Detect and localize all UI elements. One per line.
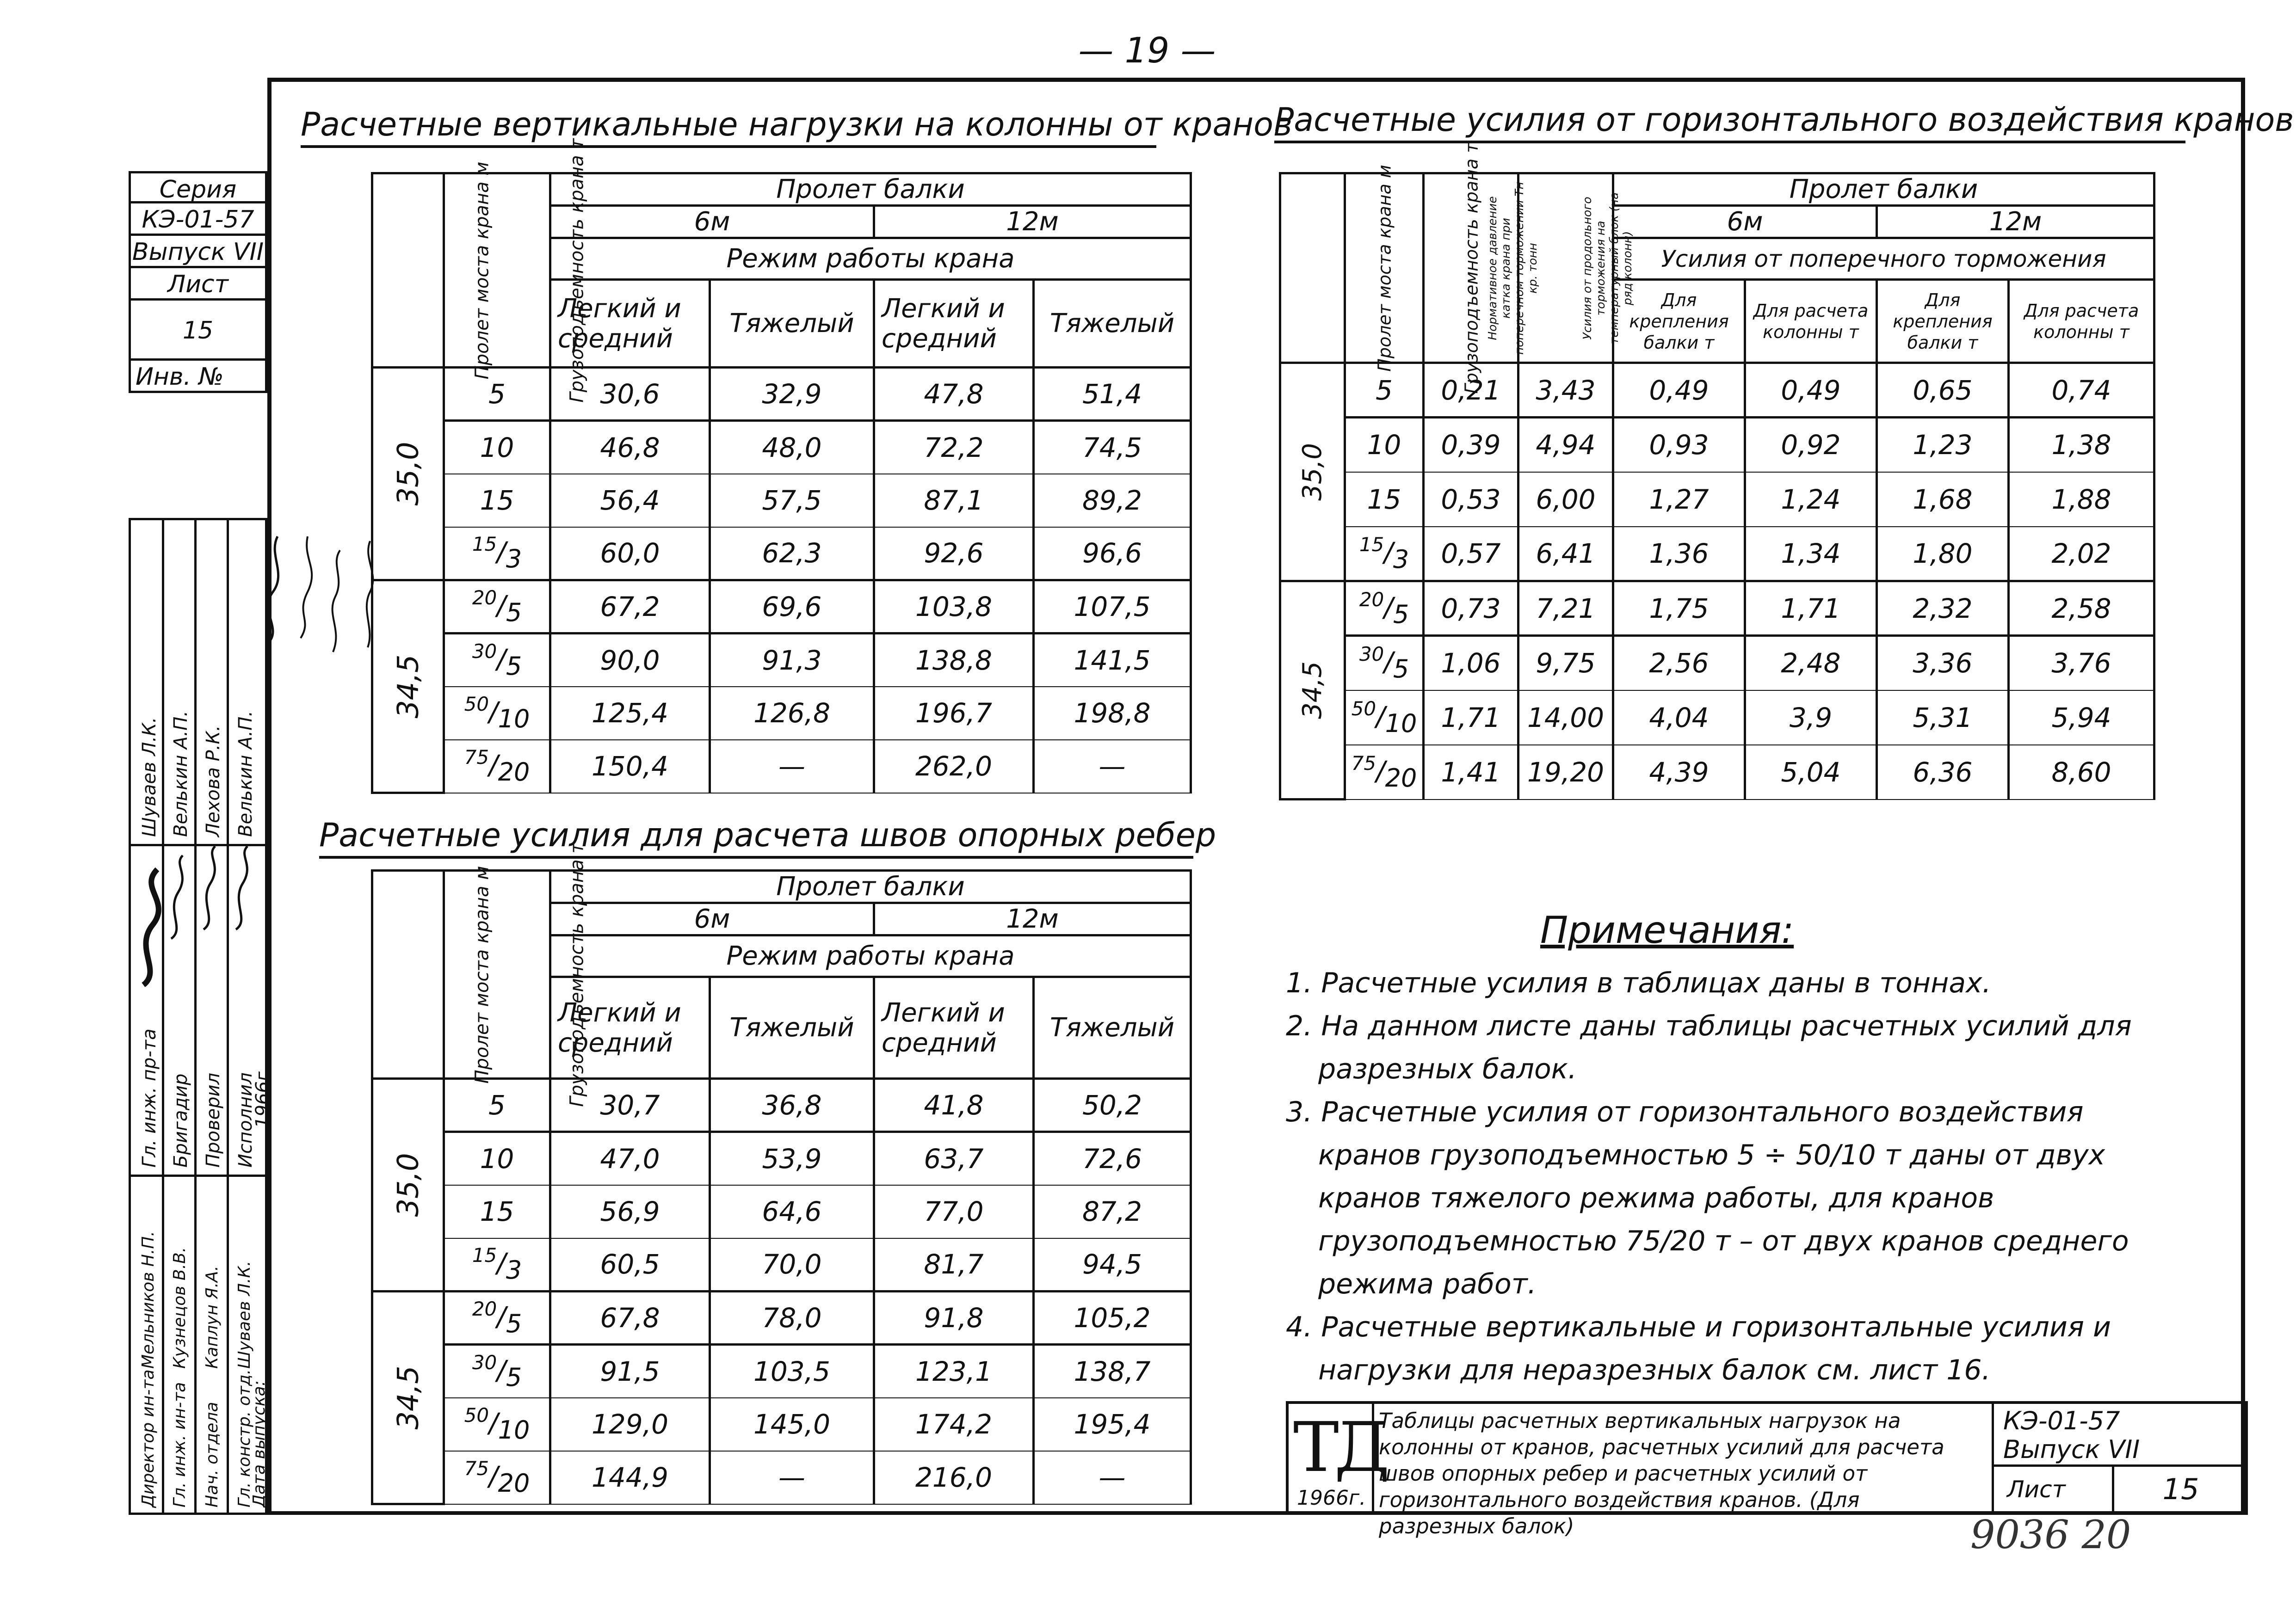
t3-value-cell: 1,71 [1745,581,1877,636]
t2-value-cell: 87,2 [1034,1185,1191,1238]
t2-load-cell: $^{15}/_3$ [444,1238,550,1292]
td-logo [1289,1404,1386,1512]
t1-row [372,634,1191,687]
notes-list [1286,962,2165,1392]
list-value: 15 [129,301,267,361]
t1-value-cell: 62,3 [710,527,874,580]
t2-head-12m: 12м [874,903,1191,935]
t2-row [372,1132,1191,1185]
t2-value-cell: 50,2 [1034,1079,1191,1132]
t3-value-cell: 3,36 [1877,636,2009,690]
t3-row [1280,472,2154,527]
t3-value-cell: 4,04 [1613,690,1745,745]
staff-role-lower: Гл. констр. отд. [235,1369,254,1507]
t2-load-cell: $^{50}/_{10}$ [444,1398,550,1451]
t2-value-cell: 30,7 [550,1079,710,1132]
t3-value-cell: 0,49 [1613,363,1745,418]
t3-value-cell: 6,36 [1877,745,2009,800]
title-issue: Выпуск VII [2003,1435,2140,1464]
t3-value-cell: 0,92 [1745,418,1877,472]
t3-value-cell: 1,88 [2009,472,2154,527]
t2-value-cell: 81,7 [874,1238,1034,1292]
t3-head-beam-6: Для крепления балки т [1613,280,1745,363]
t1-value-cell: — [1034,740,1191,793]
t3-row [1280,363,2154,418]
t3-span-cell: 34,5 [1280,581,1345,800]
t1-row [372,687,1191,740]
t1-value-cell: 72,2 [874,421,1034,474]
t1-load-cell: $^{15}/_3$ [444,527,550,580]
t2-load-cell: $^{30}/_5$ [444,1345,550,1398]
footer-number: 9036 20 [1970,1512,2131,1557]
title-block-right [1992,1404,2245,1512]
t1-head-prolet: Пролет балки [550,173,1191,206]
t2-head-span: Пролет моста крана м [372,871,444,1079]
t1-head-mode: Режим работы крана [550,238,1191,280]
title-series-box [1994,1404,2245,1467]
t3-head-span: Пролет моста крана м [1280,173,1345,363]
t1-value-cell: 67,2 [550,580,710,634]
t1-value-cell: 32,9 [710,368,874,421]
signatures-graphic [130,523,268,1512]
t1-value-cell: 96,6 [1034,527,1191,580]
t1-load-cell: $^{50}/_{10}$ [444,687,550,740]
t1-value-cell: 92,6 [874,527,1034,580]
logo-text: ТД [1293,1408,1386,1487]
t2-value-cell: 53,9 [710,1132,874,1185]
seria-value: КЭ-01-57 [129,203,267,236]
t1-row [372,580,1191,634]
t3-load-cell: $^{30}/_5$ [1345,636,1424,690]
t3-load-cell: $^{50}/_{10}$ [1345,690,1424,745]
list-label: Лист [129,268,267,301]
t3-row [1280,636,2154,690]
title-sheet-number: 15 [2162,1472,2199,1506]
t1-value-cell: 56,4 [550,474,710,527]
t2-value-cell: 70,0 [710,1238,874,1292]
note-item: 4. Расчетные вертикальные и горизонтальные усилия и нагрузки для неразрезных балок см. лист 16. [1286,1311,2111,1386]
t1-value-cell: 103,8 [874,580,1034,634]
t1-head-load: Грузоподъемность крана т [444,173,550,368]
t3-head-12m: 12м [1877,206,2154,238]
t3-value-cell: 1,36 [1613,527,1745,581]
t3-value-cell: 0,74 [2009,363,2154,418]
t1-value-cell: 198,8 [1034,687,1191,740]
t1-value-cell: 74,5 [1034,421,1191,474]
t3-value-cell: 8,60 [2009,745,2154,800]
t3-load-cell: 5 [1345,363,1424,418]
note-item: 1. Расчетные усилия в таблицах даны в тоннах. [1286,967,1991,999]
t2-value-cell: 145,0 [710,1398,874,1451]
t2-value-cell: 91,8 [874,1292,1034,1345]
t3-head-long: Усилия от продольного торможения на температурный блок (на ряд колонн) [1518,173,1613,363]
t3-head-load: Грузоподъемность крана т [1345,173,1424,363]
t2-load-cell: 10 [444,1132,550,1185]
t2-row [372,1292,1191,1345]
t2-row [372,1079,1191,1132]
issue-date: 1966г. [252,1065,273,1128]
staff-name: Лехова Р.К. [203,725,224,837]
t3-value-cell: 14,00 [1518,690,1613,745]
t3-load-cell: 15 [1345,472,1424,527]
t3-row [1280,527,2154,581]
t3-load-cell: 10 [1345,418,1424,472]
t3-value-cell: 2,56 [1613,636,1745,690]
table1-title: Расчетные вертикальные нагрузки на колонны от кранов [301,105,1156,148]
t3-head-prolet: Пролет балки [1613,173,2154,206]
t2-row [372,1398,1191,1451]
t1-value-cell: 126,8 [710,687,874,740]
t3-row [1280,690,2154,745]
title-sheet-label: Лист [1994,1467,2114,1512]
t2-value-cell: 56,9 [550,1185,710,1238]
staff-name: Велькин А.П. [235,710,256,837]
t1-value-cell: 69,6 [710,580,874,634]
t1-load-cell: $^{20}/_5$ [444,580,550,634]
staff-name-lower: Шуваев Л.К. [235,1261,254,1369]
t2-value-cell: 63,7 [874,1132,1034,1185]
t3-load-cell: $^{15}/_3$ [1345,527,1424,581]
t3-value-cell: 1,68 [1877,472,2009,527]
table2 [371,842,1192,1505]
staff-name-lower: Кузнецов В.В. [170,1247,189,1369]
staff-name-lower: Каплун Я.А. [203,1266,222,1369]
t3-value-cell: 1,34 [1745,527,1877,581]
t2-value-cell: 91,5 [550,1345,710,1398]
t3-value-cell: 1,80 [1877,527,2009,581]
t3-value-cell: 0,53 [1424,472,1518,527]
t2-value-cell: — [1034,1451,1191,1504]
t3-value-cell: 2,32 [1877,581,2009,636]
t1-value-cell: 138,8 [874,634,1034,687]
table2-title: Расчетные усилия для расчета швов опорных ребер [319,816,1193,859]
t3-head-norm: Нормативное давление катка крана при поперечном торможении Тн кр. тонн [1424,173,1518,363]
t2-load-cell: 15 [444,1185,550,1238]
t3-value-cell: 0,57 [1424,527,1518,581]
t2-value-cell: 77,0 [874,1185,1034,1238]
t2-row [372,1451,1191,1504]
t3-head-trans: Усилия от поперечного торможения [1613,238,2154,280]
t3-value-cell: 19,20 [1518,745,1613,800]
staff-role-lower: Гл. инж. ин-та [170,1382,189,1507]
t3-value-cell: 0,65 [1877,363,2009,418]
t3-value-cell: 4,39 [1613,745,1745,800]
t2-value-cell: 47,0 [550,1132,710,1185]
t1-value-cell: 46,8 [550,421,710,474]
t2-value-cell: 103,5 [710,1345,874,1398]
t2-row [372,1345,1191,1398]
t1-load-cell: 5 [444,368,550,421]
title-series: КЭ-01-57 [2003,1406,2120,1435]
t1-row [372,474,1191,527]
t2-value-cell: 72,6 [1034,1132,1191,1185]
t3-value-cell: 0,49 [1745,363,1877,418]
t2-value-cell: — [710,1451,874,1504]
t2-value-cell: 36,8 [710,1079,874,1132]
table1 [371,138,1192,794]
t1-value-cell: 90,0 [550,634,710,687]
t2-span-cell: 34,5 [372,1292,444,1504]
t3-value-cell: 1,27 [1613,472,1745,527]
t2-value-cell: 94,5 [1034,1238,1191,1292]
t3-value-cell: 1,41 [1424,745,1518,800]
t2-head-heavy-12: Тяжелый [1034,977,1191,1079]
t1-value-cell: 57,5 [710,474,874,527]
t1-value-cell: 51,4 [1034,368,1191,421]
t1-load-cell: $^{30}/_5$ [444,634,550,687]
t1-value-cell: 125,4 [550,687,710,740]
t2-span-cell: 35,0 [372,1079,444,1292]
staff-role: Гл. инж. пр-та [139,1028,160,1168]
t3-value-cell: 4,94 [1518,418,1613,472]
t1-value-cell: 107,5 [1034,580,1191,634]
t3-value-cell: 1,23 [1877,418,2009,472]
t1-head-light-12: Легкий и средний [874,280,1034,368]
t3-value-cell: 5,04 [1745,745,1877,800]
t1-head-light-6: Легкий и средний [550,280,710,368]
staff-name: Велькин А.П. [170,710,191,837]
t3-row [1280,745,2154,800]
t2-value-cell: 123,1 [874,1345,1034,1398]
staff-role-lower: Директор ин-та [139,1369,158,1507]
table3-title: Расчетные усилия от горизонтального воздействия кранов [1274,101,2185,143]
staff-role-lower: Нач. отдела [203,1402,222,1507]
t3-load-cell: $^{20}/_5$ [1345,581,1424,636]
t2-value-cell: 174,2 [874,1398,1034,1451]
t3-span-cell: 35,0 [1280,363,1345,581]
t1-value-cell: — [710,740,874,793]
t2-head-mode: Режим работы крана [550,935,1191,977]
t3-row [1280,418,2154,472]
t2-head-6m: 6м [550,903,874,935]
t1-load-cell: 10 [444,421,550,474]
t3-value-cell: 2,02 [2009,527,2154,581]
t2-head-light-12: Легкий и средний [874,977,1034,1079]
t1-row [372,527,1191,580]
t1-row [372,740,1191,793]
t3-value-cell: 0,73 [1424,581,1518,636]
t2-value-cell: 105,2 [1034,1292,1191,1345]
t2-row [372,1185,1191,1238]
t3-head-6m: 6м [1613,206,1877,238]
t2-head-heavy-6: Тяжелый [710,977,874,1079]
staff-name-lower: Мельников Н.П. [139,1231,158,1369]
t2-load-cell: $^{75}/_{20}$ [444,1451,550,1504]
t3-value-cell: 1,71 [1424,690,1518,745]
page-number: — 19 — [1078,30,1216,71]
t1-value-cell: 87,1 [874,474,1034,527]
t3-value-cell: 2,58 [2009,581,2154,636]
staff-role: Исполнил [235,1072,256,1168]
t2-load-cell: $^{20}/_5$ [444,1292,550,1345]
t1-load-cell: $^{75}/_{20}$ [444,740,550,793]
t2-value-cell: 138,7 [1034,1345,1191,1398]
t1-value-cell: 48,0 [710,421,874,474]
t2-value-cell: 129,0 [550,1398,710,1451]
t1-value-cell: 91,3 [710,634,874,687]
t3-value-cell: 3,9 [1745,690,1877,745]
t3-value-cell: 2,48 [1745,636,1877,690]
t1-row [372,368,1191,421]
t2-value-cell: 41,8 [874,1079,1034,1132]
t3-value-cell: 0,21 [1424,363,1518,418]
t1-value-cell: 141,5 [1034,634,1191,687]
t2-value-cell: 60,5 [550,1238,710,1292]
t3-value-cell: 0,39 [1424,418,1518,472]
t1-head-heavy-12: Тяжелый [1034,280,1191,368]
t2-head-prolet: Пролет балки [550,871,1191,903]
t3-value-cell: 5,94 [2009,690,2154,745]
vypusk: Выпуск VII [129,236,267,268]
t2-value-cell: 144,9 [550,1451,710,1504]
staff-role: Бригадир [170,1073,191,1168]
t3-value-cell: 1,75 [1613,581,1745,636]
t3-value-cell: 6,41 [1518,527,1613,581]
t2-value-cell: 195,4 [1034,1398,1191,1451]
logo-year: 1966г. [1297,1486,1366,1510]
t2-row [372,1238,1191,1292]
t3-value-cell: 3,76 [2009,636,2154,690]
inv-label: Инв. № [129,361,267,393]
issue-date-label: Дата выпуска: [250,1380,269,1507]
t3-row [1280,581,2154,636]
t1-head-heavy-6: Тяжелый [710,280,874,368]
t2-head-load: Грузоподъемность крана т [444,871,550,1079]
t1-head-span: Пролет моста крана м [372,173,444,368]
staff-name: Шуваев Л.К. [139,717,160,837]
t3-value-cell: 9,75 [1518,636,1613,690]
t1-value-cell: 30,6 [550,368,710,421]
t3-head-col-12: Для расчета колонны т [2009,280,2154,363]
t2-value-cell: 78,0 [710,1292,874,1345]
t2-head-light-6: Легкий и средний [550,977,710,1079]
t1-value-cell: 89,2 [1034,474,1191,527]
t1-value-cell: 262,0 [874,740,1034,793]
t3-value-cell: 3,43 [1518,363,1613,418]
t3-head-beam-12: Для крепления балки т [1877,280,2009,363]
t2-value-cell: 216,0 [874,1451,1034,1504]
t1-load-cell: 15 [444,474,550,527]
t1-value-cell: 60,0 [550,527,710,580]
seria-label: Серия [129,171,267,203]
t3-value-cell: 7,21 [1518,581,1613,636]
t3-value-cell: 1,24 [1745,472,1877,527]
staff-role: Проверил [203,1072,224,1168]
t1-head-6m: 6м [550,206,874,238]
note-item: 2. На данном листе даны таблицы расчетных усилий для разрезных балок. [1286,1010,2132,1085]
t2-load-cell: 5 [444,1079,550,1132]
t3-value-cell: 5,31 [1877,690,2009,745]
note-item: 3. Расчетные усилия от горизонтального воздействия кранов грузоподъемностью 5 ÷ 50/10 т даны от двух кранов тяжелого режима работы, для кранов грузоподъемностью 75/20 т – от двух кранов среднего режима работ. [1286,1096,2129,1300]
t2-value-cell: 67,8 [550,1292,710,1345]
t2-value-cell: 64,6 [710,1185,874,1238]
t3-head-col-6: Для расчета колонны т [1745,280,1877,363]
t1-value-cell: 196,7 [874,687,1034,740]
t3-value-cell: 1,06 [1424,636,1518,690]
notes-title: Примечания: [1540,909,1794,952]
title-description: Таблицы расчетных вертикальных нагрузок на колонны от кранов, расчетных усилий для расчета швов опорных ребер и расчетных усилий от горизонтального воздействия кранов. (Для разрезных балок) [1379,1409,1944,1538]
t1-value-cell: 150,4 [550,740,710,793]
t3-value-cell: 1,38 [2009,418,2154,472]
table3 [1279,142,2155,800]
t1-value-cell: 47,8 [874,368,1034,421]
t1-head-12m: 12м [874,206,1191,238]
t1-span-cell: 34,5 [372,580,444,793]
t3-value-cell: 6,00 [1518,472,1613,527]
t3-load-cell: $^{75}/_{20}$ [1345,745,1424,800]
side-stamp [129,171,267,393]
t1-span-cell: 35,0 [372,368,444,580]
t1-row [372,421,1191,474]
t3-value-cell: 0,93 [1613,418,1745,472]
